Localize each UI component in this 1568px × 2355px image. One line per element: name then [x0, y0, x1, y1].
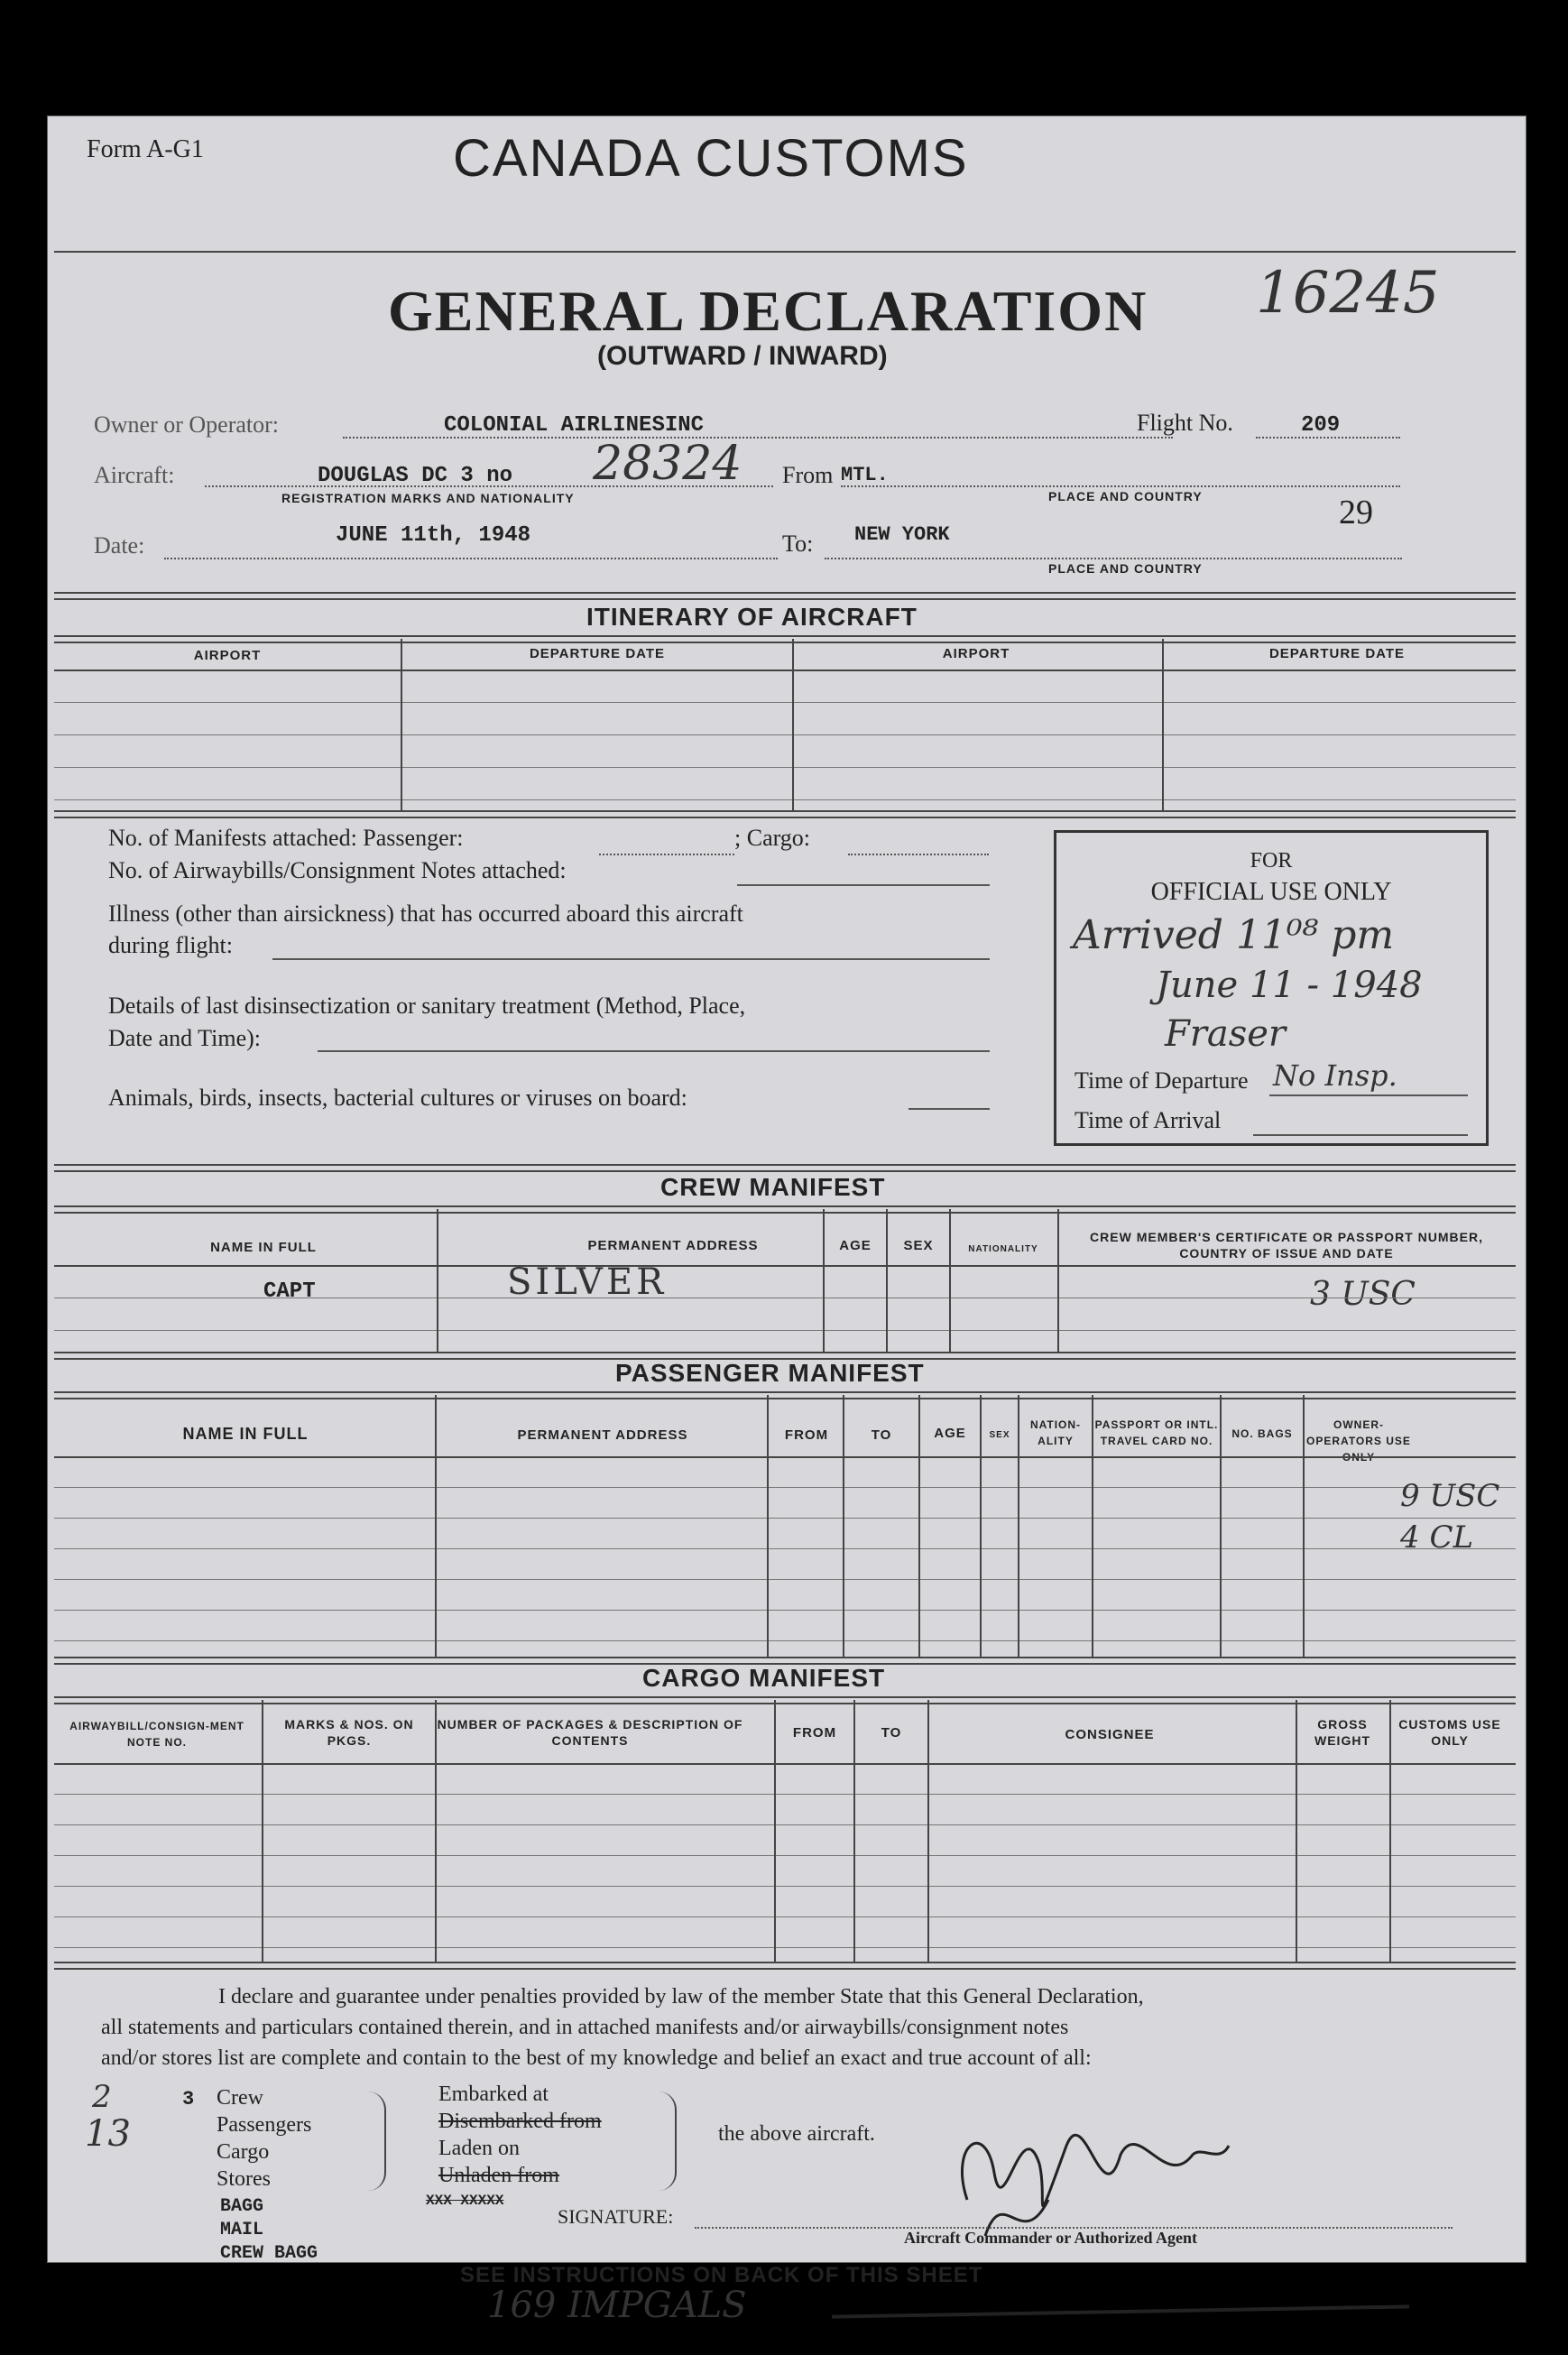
itin-col-departure-1: DEPARTURE DATE	[529, 646, 666, 661]
cargo-col-divider	[1296, 1700, 1297, 1962]
aircraft-number: 28324	[593, 437, 742, 491]
itinerary-rule-head	[54, 635, 1516, 643]
passenger-title: PASSENGER MANIFEST	[615, 1359, 925, 1387]
pass-row-line	[54, 1610, 1516, 1611]
count-hand-left: 13	[85, 2113, 131, 2155]
cargo-line	[848, 854, 989, 855]
departure-hand: No Insp.	[1273, 1058, 1397, 1093]
cargo-col-to: TO	[881, 1725, 902, 1741]
footer-strike	[832, 2304, 1409, 2318]
airwaybills-line	[737, 884, 990, 886]
pass-col-from: FROM	[784, 1427, 829, 1443]
crew-col-sex: SEX	[903, 1238, 934, 1253]
official-for: FOR	[1250, 849, 1293, 873]
from-value: MTL.	[841, 464, 889, 486]
aircraft-label: Aircraft:	[94, 462, 175, 488]
cargo-col-awb: AIRWAYBILL/CONSIGN-MENT NOTE NO.	[69, 1720, 244, 1749]
pass-col-divider	[1220, 1395, 1222, 1657]
place-country-2: PLACE AND COUNTRY	[1048, 561, 1203, 576]
official-hand-arrived: Arrived 11⁰⁸ pm	[1073, 912, 1395, 958]
cargo-col-from: FROM	[792, 1725, 837, 1741]
date-label: Date:	[94, 532, 145, 559]
from-line	[841, 485, 1400, 487]
cargo-col-divider	[262, 1700, 263, 1962]
laden-on: Laden on	[438, 2137, 520, 2160]
pass-hand-2: 4 CL	[1400, 1519, 1474, 1556]
itin-col-airport-2: AIRPORT	[942, 646, 1010, 661]
pass-hand-1: 9 USC	[1400, 1478, 1500, 1514]
crew-col-divider	[886, 1209, 888, 1353]
embark-at: Embarked at	[438, 2083, 549, 2106]
crew-col-age: AGE	[839, 1238, 872, 1253]
pass-col-divider	[843, 1395, 844, 1657]
disinsect-label-2: Date and Time):	[108, 1025, 261, 1051]
owner-label: Owner or Operator:	[94, 411, 280, 438]
pass-row-line	[54, 1487, 1516, 1488]
count-stores: Stores	[217, 2167, 271, 2191]
itin-col-divider	[792, 639, 794, 810]
pass-row-line	[54, 1518, 1516, 1519]
illness-label-1: Illness (other than airsickness) that has occurred aboard this aircraft	[108, 900, 743, 927]
animals-label: Animals, birds, insects, bacterial cultures or viruses on board:	[108, 1085, 687, 1111]
itin-head-line	[54, 670, 1516, 671]
pass-row-line	[54, 1640, 1516, 1641]
pass-row-line	[54, 1579, 1516, 1580]
cargo-col-consignee: CONSIGNEE	[1065, 1727, 1155, 1742]
cargo-col-customs: CUSTOMS USE ONLY	[1398, 1717, 1501, 1748]
agency-title: CANADA CUSTOMS	[453, 129, 969, 188]
pass-col-divider	[1303, 1395, 1305, 1657]
disembark-from: Disembarked from	[438, 2110, 602, 2133]
illness-label-2: during flight:	[108, 932, 233, 958]
crew-col-divider	[437, 1209, 438, 1353]
signature-caption: Aircraft Commander or Authorized Agent	[904, 2229, 1197, 2247]
count-crew-bagg: CREW BAGG	[220, 2243, 318, 2264]
crew-head-line	[54, 1265, 1516, 1267]
airwaybills-label: No. of Airwaybills/Consignment Notes attached:	[108, 857, 567, 883]
crew-col-divider	[823, 1209, 825, 1353]
cargo-title: CARGO MANIFEST	[642, 1664, 886, 1692]
crew-col-divider	[1057, 1209, 1059, 1353]
crew-col-nationality: NATIONALITY	[968, 1244, 1038, 1254]
footer-hand: 169 IMPGALS	[487, 2285, 747, 2326]
side-number: 29	[1339, 494, 1373, 531]
crew-col-divider	[949, 1209, 951, 1353]
official-hand-signature: Fraser	[1165, 1013, 1287, 1055]
ref-number: 16245	[1256, 260, 1440, 327]
itin-row-line	[54, 799, 1516, 800]
crew-col-address: PERMANENT ADDRESS	[587, 1238, 759, 1253]
pass-row-line	[54, 1548, 1516, 1549]
form-code: Form A-G1	[87, 135, 204, 163]
page-subtitle: (OUTWARD / INWARD)	[597, 341, 888, 371]
pass-col-bags: NO. BAGS	[1231, 1427, 1293, 1440]
official-use-box	[1054, 830, 1489, 1146]
cargo-col-divider	[435, 1700, 437, 1962]
above-aircraft: the above aircraft.	[718, 2122, 875, 2146]
brace-left	[363, 2092, 386, 2191]
to-line	[825, 558, 1402, 559]
cargo-col-packages: NUMBER OF PACKAGES & DESCRIPTION OF CONTENTS	[437, 1717, 743, 1748]
manifests-line	[599, 854, 734, 855]
crew-col-name: NAME IN FULL	[210, 1240, 317, 1255]
to-label: To:	[782, 531, 814, 557]
cargo-col-weight: GROSS WEIGHT	[1314, 1717, 1370, 1748]
pass-col-address: PERMANENT ADDRESS	[517, 1427, 688, 1443]
manifests-label: No. of Manifests attached: Passenger:	[108, 825, 464, 851]
form-sheet	[47, 115, 1526, 2326]
count-mail: MAIL	[220, 2220, 264, 2240]
statement-line-2: all statements and particulars contained therein, and in attached manifests and/or airwaybills/consignment notes	[101, 2016, 1069, 2039]
itin-col-divider	[1162, 639, 1164, 810]
pass-col-divider	[918, 1395, 920, 1657]
count-hand-top: 2	[92, 2079, 112, 2115]
departure-line	[1269, 1094, 1468, 1096]
pass-col-to: TO	[871, 1427, 892, 1443]
passenger-rule-head	[54, 1391, 1516, 1399]
instructions: SEE INSTRUCTIONS ON BACK OF THIS SHEET	[460, 2263, 983, 2287]
flight-label: Flight No.	[1137, 410, 1233, 436]
flight-value: 209	[1301, 413, 1341, 438]
illness-line	[272, 958, 990, 960]
animals-line	[909, 1108, 990, 1110]
date-line	[164, 558, 778, 559]
statement-line-3: and/or stores list are complete and contain to the best of my knowledge and belief an exact and true account of all:	[101, 2046, 1092, 2070]
count-crew: Crew	[217, 2086, 263, 2110]
struck-text: XXX XXXXX	[426, 2193, 504, 2209]
header-rule	[54, 251, 1516, 253]
itin-row-line	[54, 734, 1516, 735]
cargo-rule-bottom	[54, 1962, 1516, 1970]
pass-head-line	[54, 1456, 1516, 1458]
itin-col-departure-2: DEPARTURE DATE	[1268, 646, 1406, 661]
disinsect-label-1: Details of last disinsectization or sanitary treatment (Method, Place,	[108, 993, 746, 1019]
cargo-col-divider	[1389, 1700, 1391, 1962]
arrival-line	[1253, 1134, 1468, 1136]
pass-col-nationality: NATION-ALITY	[1029, 1418, 1082, 1447]
count-bagg: BAGG	[220, 2196, 264, 2217]
pass-col-owner: OWNER-OPERATORS USE ONLY	[1306, 1418, 1411, 1464]
cargo-col-divider	[927, 1700, 929, 1962]
cargo-label: ; Cargo:	[734, 825, 811, 851]
official-hand-date: June 11 - 1948	[1156, 965, 1423, 1006]
pass-col-divider	[1092, 1395, 1093, 1657]
itinerary-rule-bottom	[54, 810, 1516, 818]
pass-col-passport: PASSPORT OR INTL. TRAVEL CARD NO.	[1094, 1418, 1219, 1447]
disinsect-line	[318, 1050, 990, 1052]
registration-caption: REGISTRATION MARKS AND NATIONALITY	[281, 491, 575, 505]
crew-row-line	[54, 1330, 1516, 1331]
itin-row-line	[54, 702, 1516, 703]
crew-row-name: SILVER	[507, 1261, 668, 1303]
place-country-1: PLACE AND COUNTRY	[1048, 489, 1203, 503]
itinerary-title: ITINERARY OF AIRCRAFT	[586, 603, 918, 631]
cargo-col-divider	[853, 1700, 855, 1962]
statement-line-1: I declare and guarantee under penalties provided by law of the member State that this General Declaration,	[218, 1985, 1144, 2009]
pass-col-divider	[1018, 1395, 1019, 1657]
arrival-label: Time of Arrival	[1075, 1107, 1222, 1133]
count-crew-num: 3	[182, 2088, 195, 2110]
cargo-col-marks: MARKS & NOS. ON PKGS.	[284, 1717, 414, 1748]
crew-rule-top	[54, 1164, 1516, 1172]
crew-col-certificate: CREW MEMBER'S CERTIFICATE OR PASSPORT NUMBER, COUNTRY OF ISSUE AND DATE	[1090, 1230, 1483, 1261]
cargo-col-divider	[774, 1700, 776, 1962]
count-passengers: Passengers	[217, 2113, 312, 2137]
itin-col-divider	[401, 639, 402, 810]
crew-rule-head	[54, 1205, 1516, 1214]
crew-row-rank: CAPT	[263, 1279, 316, 1304]
date-value: JUNE 11th, 1948	[336, 523, 531, 548]
page-title: GENERAL DECLARATION	[388, 279, 1148, 343]
pass-col-age: AGE	[934, 1426, 966, 1441]
aircraft-value: DOUGLAS DC 3 no	[318, 464, 513, 488]
pass-col-divider	[435, 1395, 437, 1657]
owner-value: COLONIAL AIRLINESINC	[444, 413, 705, 438]
to-value: NEW YORK	[854, 523, 950, 546]
pass-col-sex: SEX	[989, 1430, 1010, 1440]
departure-label: Time of Departure	[1075, 1067, 1249, 1094]
itinerary-rule-top	[54, 592, 1516, 600]
pass-col-divider	[767, 1395, 769, 1657]
pass-col-name: NAME IN FULL	[182, 1425, 309, 1443]
crew-row-note: 3 USC	[1310, 1276, 1416, 1313]
unladen-from: Unladen from	[438, 2164, 559, 2187]
itin-col-airport-1: AIRPORT	[193, 648, 262, 663]
brace-right	[653, 2092, 677, 2191]
crew-title: CREW MANIFEST	[660, 1173, 886, 1201]
pass-col-divider	[980, 1395, 982, 1657]
official-label: OFFICIAL USE ONLY	[1150, 878, 1392, 906]
from-label: From	[782, 462, 834, 488]
signature-label: SIGNATURE:	[558, 2205, 674, 2228]
itin-row-line	[54, 767, 1516, 768]
count-cargo: Cargo	[217, 2140, 270, 2164]
